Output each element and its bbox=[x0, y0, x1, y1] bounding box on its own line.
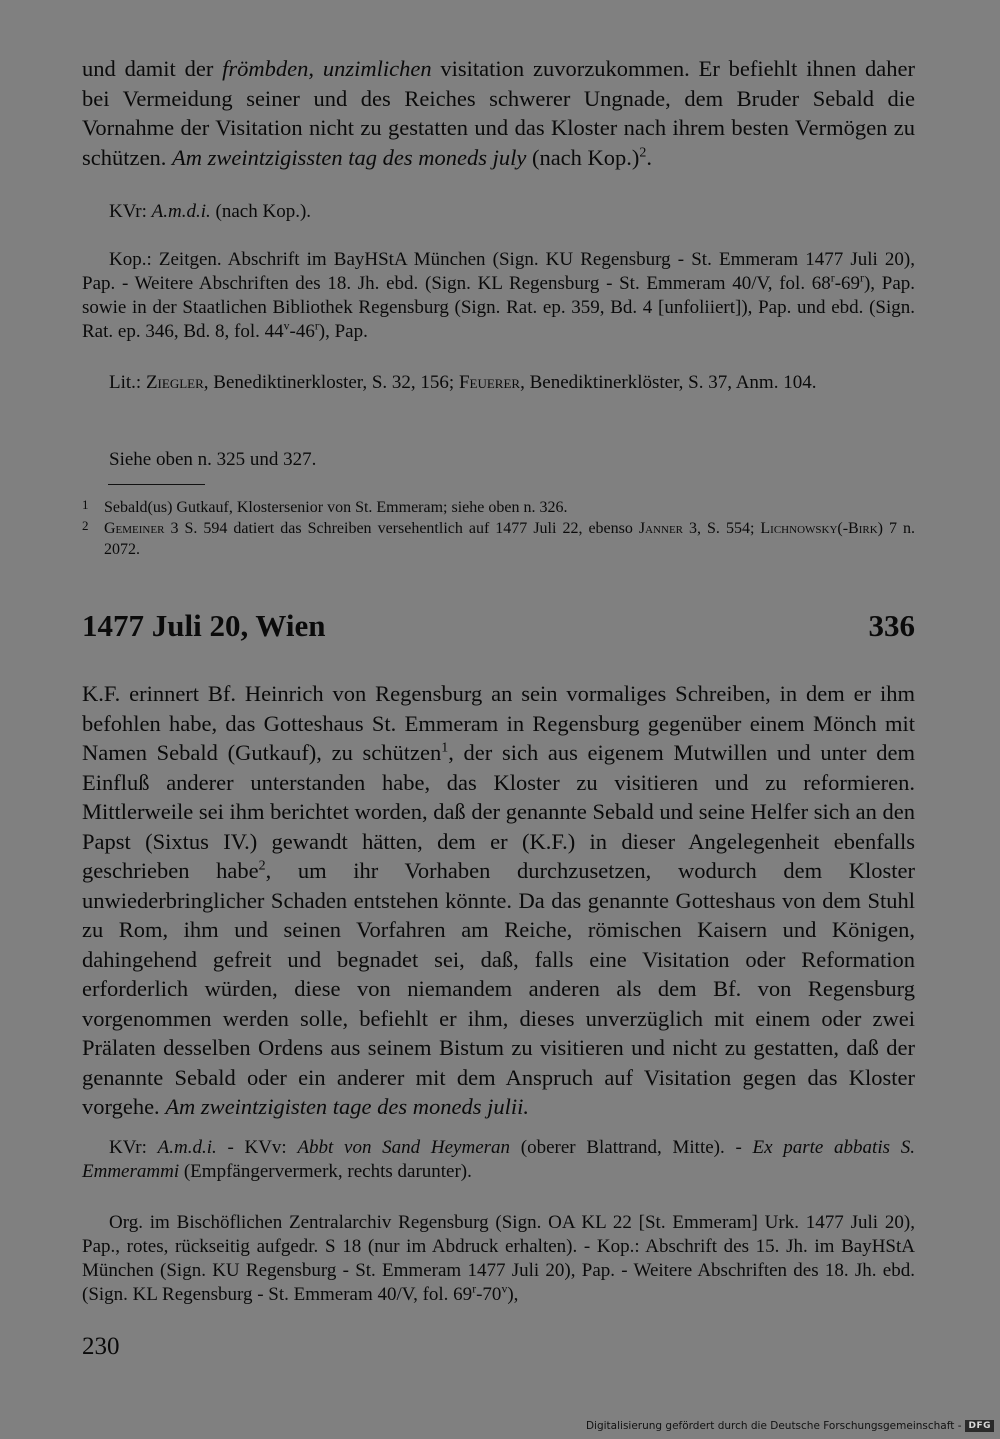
italic-quote: Ex parte abbatis S. Emmerammi bbox=[82, 1137, 915, 1182]
text-run: Lit.: bbox=[109, 372, 146, 393]
text-run: und damit der bbox=[82, 56, 223, 81]
text-run: Org. im Bischöflichen Zentralarchiv Regensburg (Sign. OA KL 22 [St. Emmeram] Urk. 1477 Juli 20), Pap., rotes, rückseitig aufgedr. S 18 (nur im Abdruck erhalten). - Kop.: Abschrift des 15. Jh. im BayHStA München (Sign. KU Regensburg - St. Emmeram 1477 Juli 20), Pap. - Weitere Abschriften des 18. Jh. ebd. (Sign. KL Regensburg - St. Emmeram 40/V, fol. 69 bbox=[82, 1212, 915, 1305]
top-paragraph bbox=[82, 54, 915, 172]
text-run: -46 bbox=[289, 321, 315, 342]
footnote-number: 1 bbox=[82, 497, 89, 512]
text-run: , um ihr Vorhaben durchzusetzen, wodurch dem Kloster unwiederbringlicher Schaden entstehen könnte. Da das genannte Gotteshaus von dem Stuhl zu Rom, ihm und seinen Vorfahren am Reiche, römischen Kaisern und Königen, dahingehend gefreit und begnadet sei, daß, falls eine Visitation oder Reformation erforderlich würden, diese von niemandem anderen als dem Bf. von Regensburg vorgenommen werden solle, befiehlt er ihm, dieses unverzüglich mit einem oder zwei Prälaten desselben Ordens aus seinem Bistum zu visitieren und nicht zu gestatten, daß der genannte Sebald oder ein anderer mit dem Anspruch auf Visitation gegen das Kloster vorgehe. bbox=[82, 858, 915, 1119]
footnote-text: 3 S. 594 datiert das Schreiben versehentlich auf 1477 Juli 22, ebenso bbox=[164, 520, 639, 537]
text-run: (oberer Blattrand, Mitte). - bbox=[510, 1137, 753, 1158]
entry-number: 336 bbox=[868, 608, 915, 643]
text-run: (nach Kop.) bbox=[526, 144, 640, 170]
italic-quote: Abbt von Sand Heymeran bbox=[297, 1137, 511, 1158]
text-run: ), Pap. bbox=[318, 321, 368, 342]
text-run: . bbox=[646, 144, 653, 170]
credit-text: Digitalisierung gefördert durch die Deutsche Forschungsgemeinschaft - bbox=[585, 1420, 962, 1432]
footnote-number: 2 bbox=[82, 518, 89, 533]
entry-date-place: 1477 Juli 20, Wien bbox=[82, 608, 326, 643]
original-note bbox=[82, 1211, 915, 1307]
italic-date-formula: Am zweintzigissten tag des moneds july bbox=[171, 144, 527, 170]
text-run: Kop.: Zeitgen. Abschrift im BayHStA München (Sign. KU Regensburg - St. Emmeram 1477 Juli 20), Pap. - Weitere Abschriften des 18. Jh. ebd. (Sign. KL Regensburg - St. Emmeram 40/V, fol. 68 bbox=[82, 249, 915, 294]
digitization-credit bbox=[586, 1417, 994, 1435]
regest-paragraph bbox=[82, 679, 915, 1122]
footnote-text: 3, S. 554; bbox=[683, 520, 761, 537]
kop-note bbox=[82, 248, 915, 344]
author-name: Janner bbox=[638, 520, 684, 537]
text-run: ), bbox=[507, 1284, 519, 1305]
entry-heading bbox=[82, 608, 915, 652]
italic-abbrev: A.m.d.i. bbox=[157, 1137, 217, 1158]
italic-quote: frömbden, unzimlichen bbox=[222, 56, 432, 81]
text-run: -69 bbox=[834, 273, 861, 294]
text-run: KVr: bbox=[109, 201, 152, 222]
italic-abbrev: A.m.d.i. bbox=[151, 201, 211, 222]
author-name: Feuerer bbox=[458, 372, 521, 393]
text-run: visitation zuvorzukommen. Er befiehlt ihnen daher bei Vermeidung seiner und des Reiches schwerer Ungnade, dem Bruder Sebald die Vornahme der Visitation nicht zu gestatten und das Kloster nach ihrem besten Vermögen zu schützen. bbox=[82, 56, 915, 170]
folio-sup: r bbox=[830, 271, 835, 285]
kvr-note bbox=[82, 200, 915, 224]
author-name: Gemeiner bbox=[104, 520, 165, 537]
footnote-1 bbox=[82, 497, 915, 518]
folio-sup: r bbox=[472, 1282, 477, 1296]
text-run: (nach Kop.). bbox=[210, 201, 312, 222]
footnote-2 bbox=[82, 518, 915, 560]
kvr-kvv-note bbox=[82, 1136, 915, 1184]
text-run: , Benediktinerkloster, S. 32, 156; bbox=[203, 372, 459, 393]
footnotes bbox=[82, 497, 915, 560]
italic-date-formula: Am zweintzigisten tage des moneds julii. bbox=[165, 1094, 530, 1119]
author-name: Lichnowsky(-Birk) bbox=[760, 520, 883, 537]
text-run: -70 bbox=[476, 1284, 502, 1305]
footnote-ref: 2 bbox=[258, 858, 266, 874]
cross-reference-note: Siehe oben n. 325 und 327. bbox=[109, 449, 317, 470]
text-run: ), Pap. sowie in der Staatlichen Bibliothek Regensburg (Sign. Rat. ep. 359, Bd. 4 [unfoliiert]), Pap. und ebd. (Sign. Rat. ep. 346, Bd. 8, fol. 44 bbox=[82, 273, 915, 342]
folio-sup: v bbox=[501, 1282, 508, 1296]
text-run: K.F. erinnert Bf. Heinrich von Regensburg an sein vormaliges Schreiben, in dem er ihm befohlen habe, das Gotteshaus St. Emmeram in Regensburg gegenüber einem Mönch mit Namen Sebald (Gutkauf), zu schützen bbox=[82, 681, 915, 765]
text-run: , der sich aus eigenem Mutwillen und unter dem Einfluß anderer unterstanden habe, das Kloster zu visitieren und zu reformieren. Mittlerweile sei ihm berichtet worden, daß der genannte Sebald und seine Helfer sich an den Papst (Sixtus IV.) gewandt hätten, dem er (K.F.) in dieser Angelegenheit ebenfalls geschrieben habe bbox=[82, 740, 915, 883]
footnote-text: 7 n. 2072. bbox=[104, 520, 916, 558]
footnote-text: Sebald(us) Gutkauf, Klostersenior von St. Emmeram; siehe oben n. 326. bbox=[104, 499, 568, 516]
dfg-logo-icon: DFG bbox=[965, 1420, 994, 1432]
text-run: - KVv: bbox=[216, 1137, 298, 1158]
literature-note bbox=[82, 371, 915, 395]
footnote-ref: 1 bbox=[441, 740, 449, 756]
text-run: , Benediktinerklöster, S. 37, Anm. 104. bbox=[520, 372, 817, 393]
folio-sup: r bbox=[860, 271, 864, 285]
text-run: KVr: bbox=[109, 1137, 158, 1158]
folio-sup: v bbox=[283, 319, 290, 333]
folio-sup: r bbox=[314, 319, 319, 333]
text-run: (Empfängervermerk, rechts darunter). bbox=[179, 1161, 472, 1182]
author-name: Ziegler bbox=[145, 372, 204, 393]
footnote-ref: 2 bbox=[639, 145, 647, 160]
footnote-separator bbox=[108, 484, 205, 485]
page-number: 230 bbox=[82, 1333, 120, 1360]
